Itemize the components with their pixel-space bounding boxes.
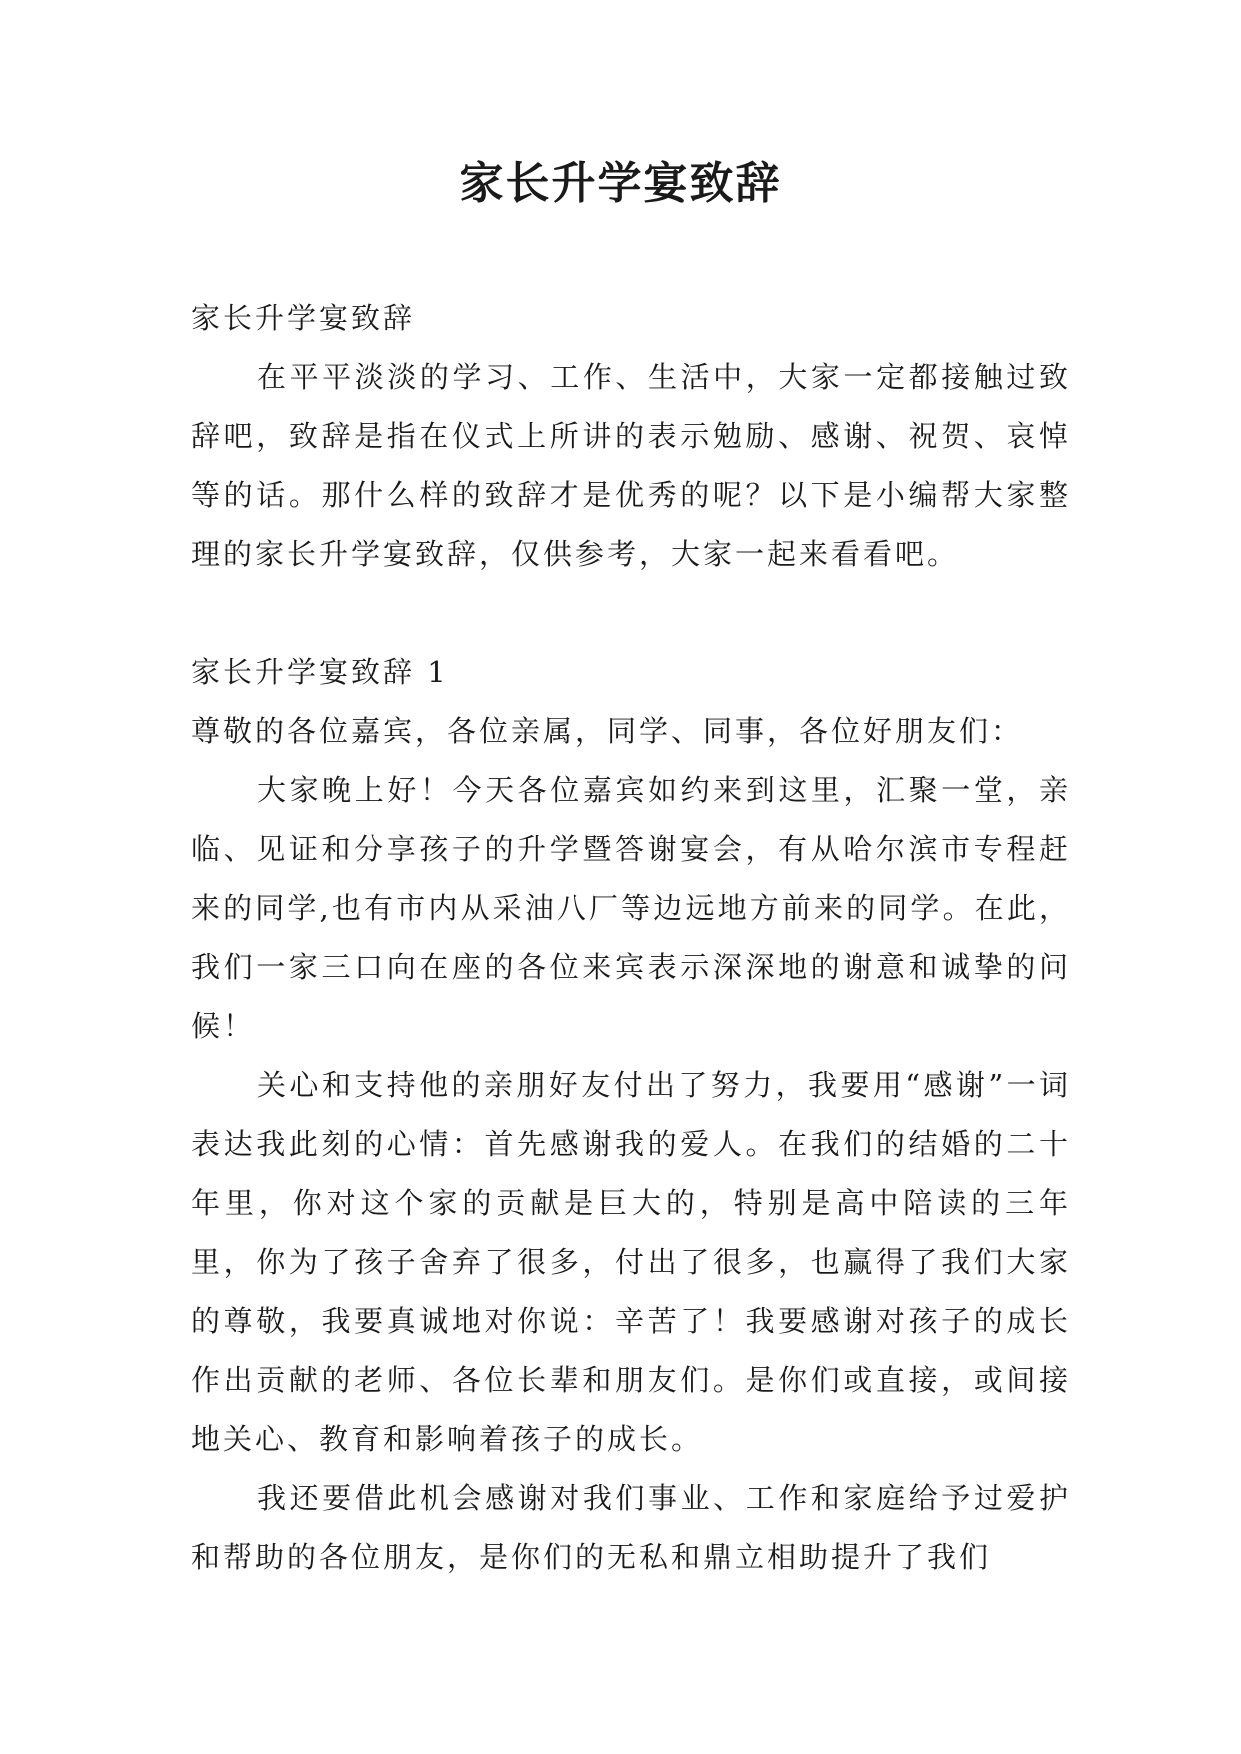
body-paragraph-3: 我还要借此机会感谢对我们事业、工作和家庭给予过爱护和帮助的各位朋友，是你们的无私和鼎立相助提升了我们 [191,1481,1071,1574]
salutation: 尊敬的各位嘉宾，各位亲属，同学、同事，各位好朋友们： [191,714,1024,748]
document-body [191,289,1071,1587]
body-paragraph-2: 关心和支持他的亲朋好友付出了努力，我要用“感谢”一词表达我此刻的心情：首先感谢我的爱人。在我们的结婚的二十年里，你对这个家的贡献是巨大的，特别是高中陪读的三年里，你为了孩子舍弃了很多，付出了很多，也赢得了我们大家的尊敬，我要真诚地对你说：辛苦了！我要感谢对孩子的成长作出贡献的老师、各位长辈和朋友们。是你们或直接，或间接地关心、教育和影响着孩子的成长。 [191,1068,1071,1456]
document-title: 家长升学宴致辞 [459,158,782,209]
intro-paragraph: 在平平淡淡的学习、工作、生活中，大家一定都接触过致辞吧，致辞是指在仪式上所讲的表示勉励、感谢、祝贺、哀悼等的话。那什么样的致辞才是优秀的呢？以下是小编帮大家整理的家长升学宴致辞，仅供参考，大家一起来看看吧。 [191,360,1071,571]
document-subtitle: 家长升学宴致辞 [191,301,416,335]
body-paragraph-1: 大家晚上好！今天各位嘉宾如约来到这里，汇聚一堂，亲临、见证和分享孩子的升学暨答谢宴会，有从哈尔滨市专程赶来的同学,也有市内从采油八厂等边远地方前来的同学。在此，我们一家三口向在座的各位来宾表示深深地的谢意和诚挚的问候！ [191,773,1071,1043]
section-heading: 家长升学宴致辞 1 [191,655,449,689]
paragraph-gap [191,584,1071,643]
